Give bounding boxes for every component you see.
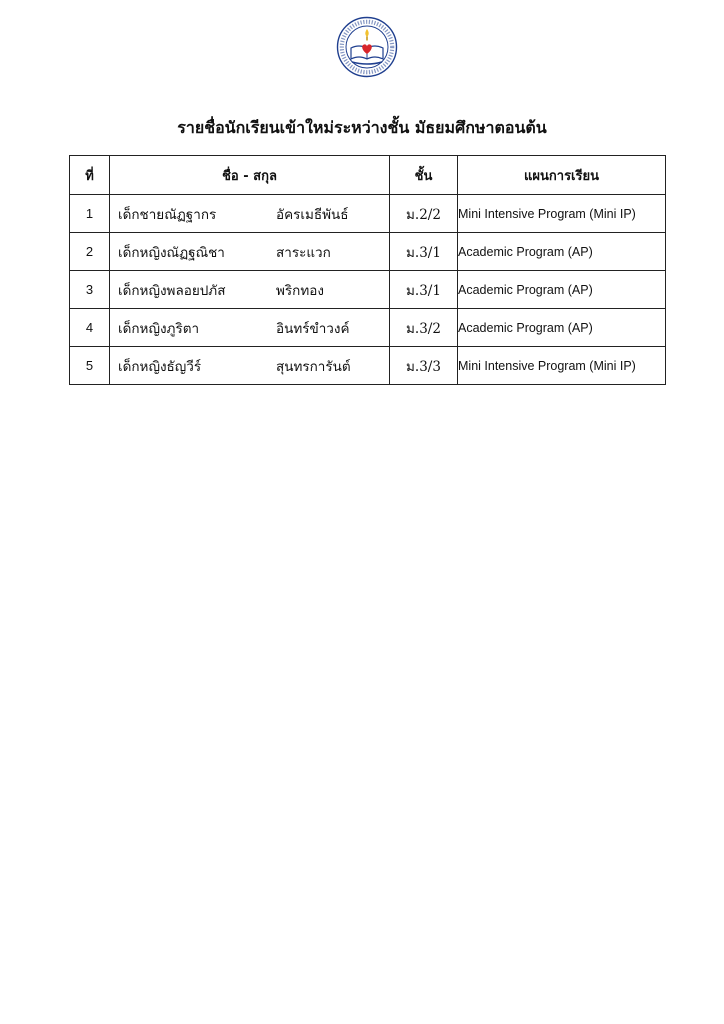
student-roster-table xyxy=(69,155,666,385)
student-name-cell xyxy=(110,347,390,385)
student-first-name: เด็กชายณัฏฐากร xyxy=(118,206,217,223)
student-first-name: เด็กหญิงณัฏฐณิชา xyxy=(118,244,225,261)
row-number: 4 xyxy=(70,309,110,347)
table-row xyxy=(70,271,666,309)
student-grade: ม.3/2 xyxy=(390,309,458,347)
student-grade: ม.3/1 xyxy=(390,271,458,309)
student-last-name: สุนทรการันต์ xyxy=(276,358,351,375)
table-row xyxy=(70,195,666,233)
table-row xyxy=(70,347,666,385)
student-last-name: พริกทอง xyxy=(276,282,324,299)
header-name: ชื่อ - สกุล xyxy=(110,156,390,195)
table-row xyxy=(70,233,666,271)
student-grade: ม.2/2 xyxy=(390,195,458,233)
student-name-cell xyxy=(110,195,390,233)
student-first-name: เด็กหญิงธัญวีร์ xyxy=(118,358,202,375)
row-number: 2 xyxy=(70,233,110,271)
student-program: Academic Program (AP) xyxy=(458,233,666,271)
student-last-name: อัครเมธีพันธ์ xyxy=(276,206,349,223)
student-first-name: เด็กหญิงภูริตา xyxy=(118,320,200,337)
student-first-name: เด็กหญิงพลอยปภัส xyxy=(118,282,226,299)
table-header-row xyxy=(70,156,666,195)
student-name-cell xyxy=(110,233,390,271)
row-number: 5 xyxy=(70,347,110,385)
student-last-name: อินทร์ขำวงค์ xyxy=(276,320,350,337)
row-number: 3 xyxy=(70,271,110,309)
table-row xyxy=(70,309,666,347)
student-program: Academic Program (AP) xyxy=(458,309,666,347)
student-program: Mini Intensive Program (Mini IP) xyxy=(458,195,666,233)
student-program: Mini Intensive Program (Mini IP) xyxy=(458,347,666,385)
document-title: รายชื่อนักเรียนเข้าใหม่ระหว่างชั้น มัธยมศึกษาตอนต้น xyxy=(177,118,547,137)
student-program: Academic Program (AP) xyxy=(458,271,666,309)
school-logo-icon xyxy=(336,16,398,78)
student-name-cell xyxy=(110,309,390,347)
student-name-cell xyxy=(110,271,390,309)
student-grade: ม.3/1 xyxy=(390,233,458,271)
header-program: แผนการเรียน xyxy=(458,156,666,195)
header-grade: ชั้น xyxy=(390,156,458,195)
header-no: ที่ xyxy=(70,156,110,195)
student-grade: ม.3/3 xyxy=(390,347,458,385)
student-last-name: สาระแวก xyxy=(276,244,331,261)
row-number: 1 xyxy=(70,195,110,233)
